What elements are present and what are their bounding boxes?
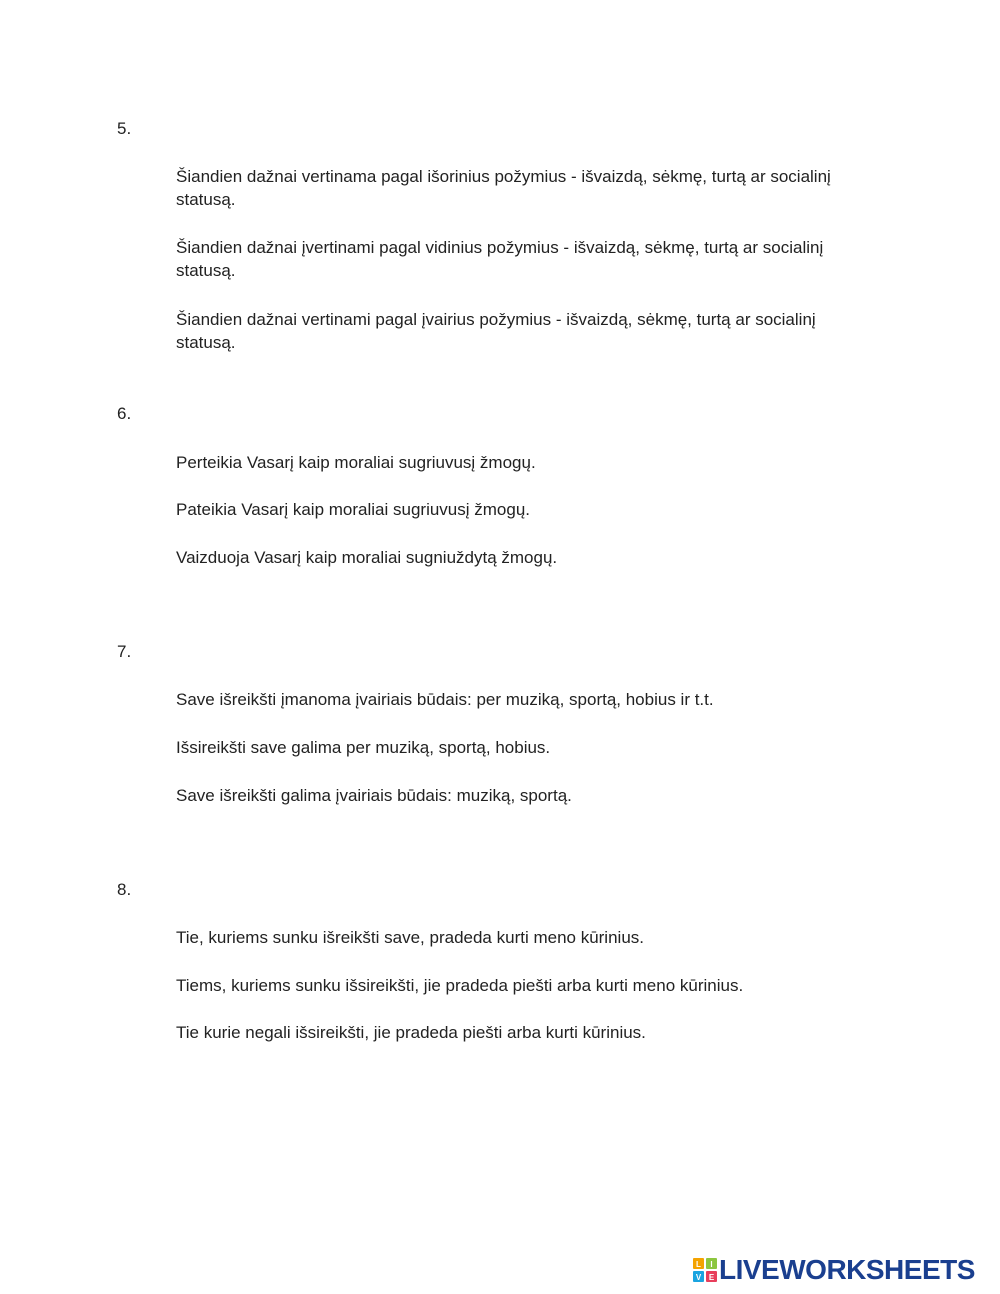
liveworksheets-brand	[693, 1256, 975, 1284]
answer-option[interactable]: Išsireikšti save galima per muziką, sportą, hobius.	[176, 738, 551, 757]
liveworksheets-logo-icon	[693, 1258, 717, 1282]
answer-option[interactable]: Vaizduoja Vasarį kaip moraliai sugniuždytą žmogų.	[176, 548, 558, 567]
svg-text:V: V	[695, 1273, 702, 1282]
answer-option[interactable]: Tiems, kuriems sunku išsireikšti, jie pradeda piešti arba kurti meno kūrinius.	[176, 976, 744, 995]
answer-option[interactable]: Perteikia Vasarį kaip moraliai sugriuvusį žmogų.	[176, 453, 536, 472]
question-number: 7.	[117, 642, 132, 661]
brand-name: LIVEWORKSHEETS	[719, 1254, 975, 1285]
question-number: 6.	[117, 404, 132, 423]
answer-option[interactable]: Save išreikšti galima įvairiais būdais: muziką, sportą.	[176, 786, 572, 805]
answer-option[interactable]: Tie, kuriems sunku išreikšti save, pradeda kurti meno kūrinius.	[176, 928, 644, 947]
answer-option[interactable]: Tie kurie negali išsireikšti, jie pradeda piešti arba kurti kūrinius.	[176, 1023, 646, 1042]
answer-option[interactable]: Šiandien dažnai vertinama pagal išorinius požymius - išvaizdą, sėkmę, turtą ar socialinį statusą.	[176, 167, 831, 209]
question-number: 5.	[117, 119, 132, 138]
answer-option[interactable]: Šiandien dažnai įvertinami pagal vidinius požymius - išvaizdą, sėkmę, turtą ar socialinį statusą.	[176, 238, 824, 280]
svg-text:E: E	[708, 1273, 715, 1282]
answer-option[interactable]: Save išreikšti įmanoma įvairiais būdais: per muziką, sportą, hobius ir t.t.	[176, 690, 714, 709]
svg-text:I: I	[710, 1260, 713, 1269]
question-number: 8.	[117, 880, 132, 899]
svg-text:L: L	[696, 1260, 701, 1269]
answer-option[interactable]: Pateikia Vasarį kaip moraliai sugriuvusį žmogų.	[176, 500, 531, 519]
answer-option[interactable]: Šiandien dažnai vertinami pagal įvairius požymius - išvaizdą, sėkmę, turtą ar socialinį statusą.	[176, 310, 816, 352]
